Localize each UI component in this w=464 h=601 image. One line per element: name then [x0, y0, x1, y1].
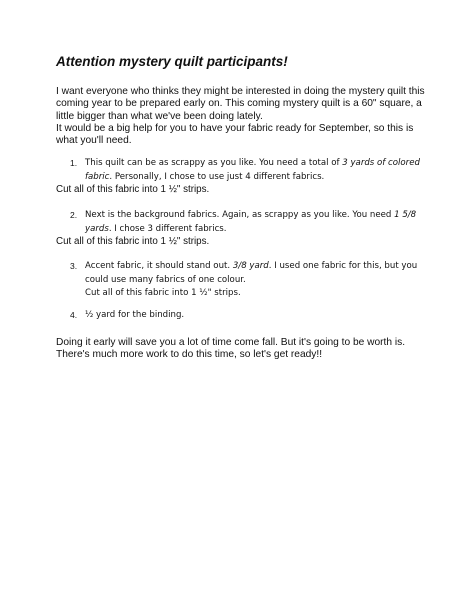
list-number: 1.	[70, 158, 78, 168]
list-item-2	[56, 209, 436, 248]
list-item-1	[56, 157, 436, 196]
closing-paragraph: Doing it early will save you a lot of time come fall. But it's going to be worth is. There's much more work to do this time, so let's get ready!!	[56, 337, 406, 361]
list-item-text: Accent fabric, it should stand out. 3/8 yard. I used one fabric for this, but you could use many fabrics of one colour.	[85, 261, 418, 285]
page-title: Attention mystery quilt participants!	[56, 54, 288, 69]
list-number: 3.	[70, 261, 78, 271]
list-item-3	[56, 260, 436, 301]
cut-instruction: Cut all of this fabric into 1 ½" strips.	[56, 236, 210, 247]
intro-line-2: It would be a big help for you to have your fabric ready for September, so this is what you'll need.	[56, 122, 414, 147]
intro-paragraph	[56, 86, 428, 147]
list-number: 2.	[70, 210, 78, 220]
list-item-text: This quilt can be as scrappy as you like. You need a total of 3 yards of colored fabric. Personally, I chose to use just 4 different fabrics.	[85, 158, 420, 182]
list-item-4	[56, 309, 436, 323]
cut-instruction: Cut all of this fabric into 1 ½" strips.	[56, 184, 210, 195]
cut-instruction: Cut all of this fabric into 1 ½" strips.	[85, 288, 241, 298]
list-item-text: Next is the background fabrics. Again, as scrappy as you like. You need 1 5/8 yards. I chose 3 different fabrics.	[85, 210, 417, 234]
list-number: 4.	[70, 310, 78, 320]
intro-line-1: I want everyone who thinks they might be interested in doing the mystery quilt this coming year to be prepared early on. This coming mystery quilt is a 60" square, a little bigger than what we've been doing lately.	[56, 86, 425, 122]
list-item-text: ½ yard for the binding.	[85, 310, 185, 320]
